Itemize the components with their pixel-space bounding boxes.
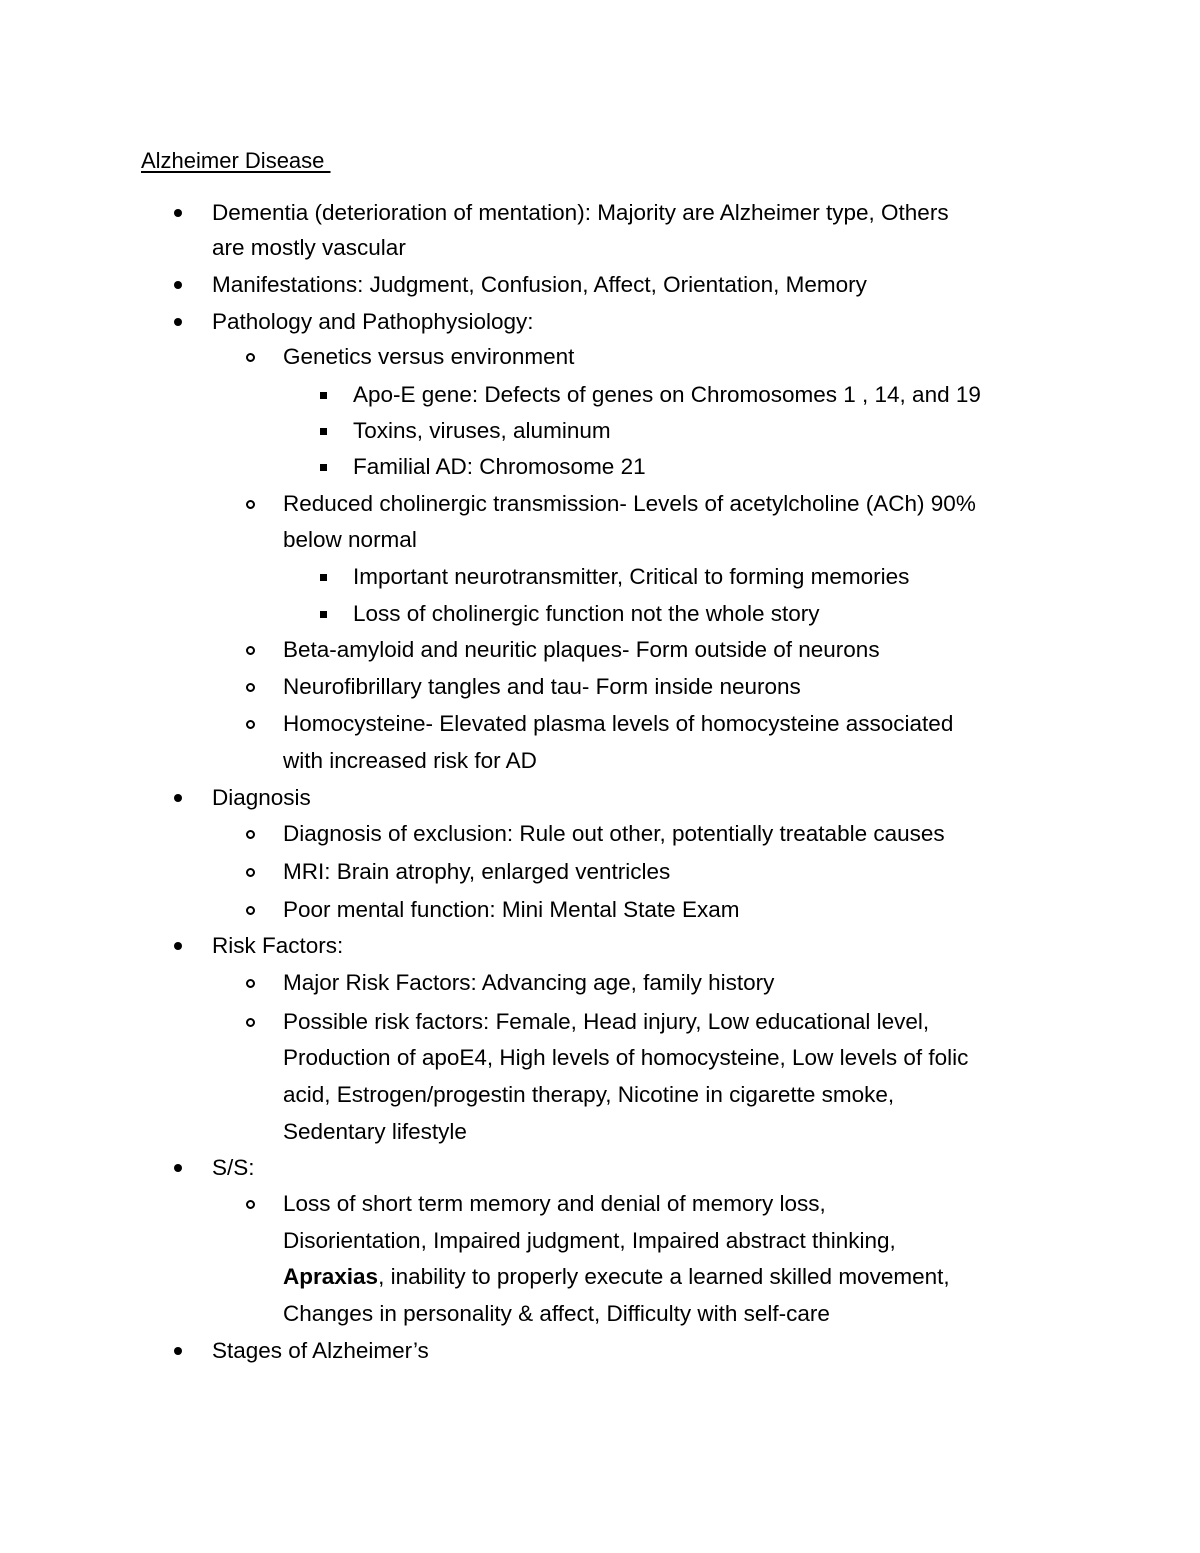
subbullet-mental-function: Poor mental function: Mini Mental State Exam: [283, 897, 740, 922]
bullet-stages: Stages of Alzheimer’s: [212, 1338, 429, 1363]
subbullet-homocysteine-cont: with increased risk for AD: [283, 748, 537, 773]
bullet-circle: [246, 1018, 255, 1027]
bullet-disc: [174, 209, 182, 217]
subbullet-possible-risk-cont3: Sedentary lifestyle: [283, 1119, 467, 1144]
bullet-circle: [246, 353, 255, 362]
subbullet-exclusion: Diagnosis of exclusion: Rule out other, potentially treatable causes: [283, 821, 945, 846]
subbullet-possible-risk: Possible risk factors: Female, Head injury, Low educational level,: [283, 1009, 930, 1034]
bullet-disc: [174, 942, 182, 950]
bullet-disc: [174, 281, 182, 289]
bullet-circle: [246, 1200, 255, 1209]
bullet-manifestations: Manifestations: Judgment, Confusion, Affect, Orientation, Memory: [212, 272, 867, 297]
apraxias-definition: , inability to properly execute a learned skilled movement,: [378, 1264, 950, 1289]
subsubbullet-apoe: Apo-E gene: Defects of genes on Chromosomes 1 , 14, and 19: [353, 382, 981, 407]
subsubbullet-familial: Familial AD: Chromosome 21: [353, 454, 646, 479]
subbullet-possible-risk-cont1: Production of apoE4, High levels of homocysteine, Low levels of folic: [283, 1045, 969, 1070]
bullet-circle: [246, 720, 255, 729]
bullet-diagnosis: Diagnosis: [212, 785, 311, 810]
bullet-risk-factors: Risk Factors:: [212, 933, 344, 958]
bullet-circle: [246, 906, 255, 915]
bullet-disc: [174, 794, 182, 802]
bullet-circle: [246, 830, 255, 839]
apraxias-bold-term: Apraxias: [283, 1264, 379, 1289]
bullet-circle: [246, 868, 255, 877]
subbullet-genetics: Genetics versus environment: [283, 344, 575, 369]
bullet-pathology: Pathology and Pathophysiology:: [212, 309, 534, 334]
subbullet-homocysteine: Homocysteine- Elevated plasma levels of homocysteine associated: [283, 711, 954, 736]
subbullet-cholinergic: Reduced cholinergic transmission- Levels of acetylcholine (ACh) 90%: [283, 491, 976, 516]
subbullet-tangles: Neurofibrillary tangles and tau- Form inside neurons: [283, 674, 801, 699]
bullet-square: [320, 464, 327, 471]
subbullet-major-risk: Major Risk Factors: Advancing age, family history: [283, 970, 775, 995]
bullet-signs-symptoms: S/S:: [212, 1155, 255, 1180]
subsubbullet-loss-cholinergic: Loss of cholinergic function not the whole story: [353, 601, 820, 626]
bullet-square: [320, 428, 327, 435]
subbullet-short-term-memory-cont2: [283, 1262, 950, 1292]
bullet-dementia-cont: are mostly vascular: [212, 235, 406, 260]
subbullet-short-term-memory: Loss of short term memory and denial of memory loss,: [283, 1191, 826, 1216]
subbullet-short-term-memory-cont3: Changes in personality & affect, Difficulty with self-care: [283, 1301, 830, 1326]
subbullet-cholinergic-cont: below normal: [283, 527, 417, 552]
subbullet-beta-amyloid: Beta-amyloid and neuritic plaques- Form outside of neurons: [283, 637, 880, 662]
bullet-disc: [174, 1347, 182, 1355]
bullet-disc: [174, 318, 182, 326]
bullet-circle: [246, 683, 255, 692]
bullet-circle: [246, 500, 255, 509]
document-title: Alzheimer Disease: [141, 148, 331, 173]
subbullet-short-term-memory-cont1: Disorientation, Impaired judgment, Impaired abstract thinking,: [283, 1228, 896, 1253]
bullet-circle: [246, 979, 255, 988]
bullet-square: [320, 392, 327, 399]
subbullet-possible-risk-cont2: acid, Estrogen/progestin therapy, Nicotine in cigarette smoke,: [283, 1082, 895, 1107]
subsubbullet-neurotransmitter: Important neurotransmitter, Critical to forming memories: [353, 564, 910, 589]
bullet-circle: [246, 646, 255, 655]
subsubbullet-toxins: Toxins, viruses, aluminum: [353, 418, 611, 443]
bullet-square: [320, 611, 327, 618]
bullet-dementia: Dementia (deterioration of mentation): Majority are Alzheimer type, Others: [212, 200, 949, 225]
subbullet-mri: MRI: Brain atrophy, enlarged ventricles: [283, 859, 671, 884]
bullet-square: [320, 574, 327, 581]
bullet-disc: [174, 1164, 182, 1172]
